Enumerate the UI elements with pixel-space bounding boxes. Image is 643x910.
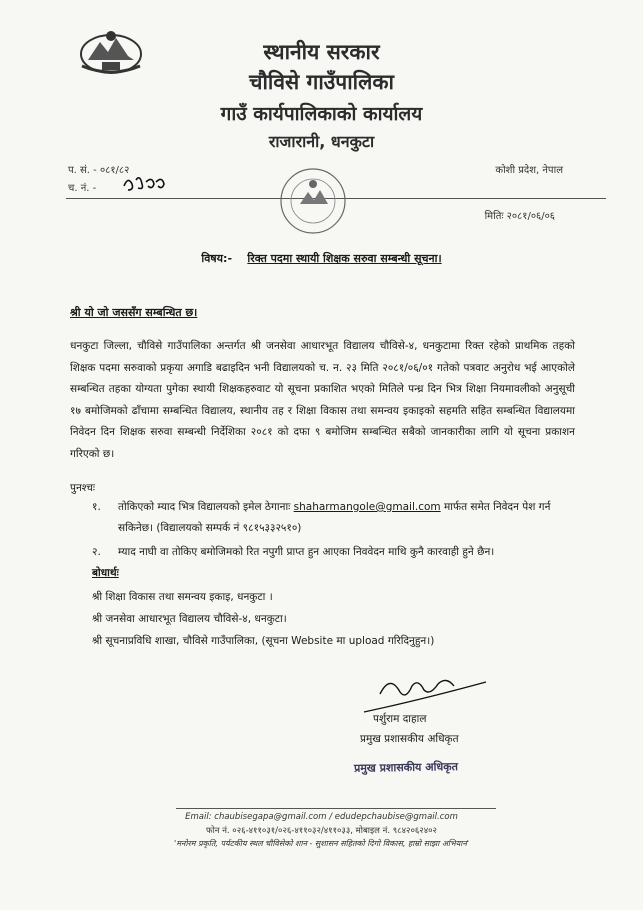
cc-line-1: श्री शिक्षा विकास तथा समन्वय इकाइ, धनकुटा । — [92, 591, 273, 603]
postscript-label: पुनश्चः — [70, 482, 96, 494]
school-email-link[interactable]: shaharmangole@gmail.com — [293, 501, 441, 513]
cc-label: बोधार्थः — [92, 567, 119, 579]
notice-body: धनकुटा जिल्ला, चौविसे गाउँपालिका अन्तर्गत श्री जनसेवा आधारभूत विद्यालय चौविसे-४, धनकुटामा रिक्त रहेको प्राथमिक तहको शिक्षक पदमा सरुवाको प्रकृया अगाडि बढाइदिन भनी विद्यालयको च. न. २३ मिति २०८१/०६/०१ गतेको पत्रवाट अनुरोध भई आएकोले सम्बन्धित तहका योग्यता पुगेका स्थायी शिक्षकहरुवाट यो सूचना प्रकाशित भएको मितिले पन्ध्र दिन भित्र शिक्षा नियमावलीको अनुसूची १७ बमोजिमको ढाँचामा सम्बन्धित विद्यालय, स्थानीय तह र शिक्षा विकास तथा समन्वय इकाइको सहमति सहित सम्बन्धित विद्यालयमा निवेदन दिन शिक्षक सरुवा सम्बन्धी निर्देशिका २०८१ को दफा ९ बमोजिम सम्बन्धित सबैको जानकारीका लागि यो सूचना प्रकाशन गरिएको छ। — [70, 340, 575, 460]
reference-number: प. सं. - ०८१/८२ — [68, 165, 130, 176]
item-2-text: म्याद नाघी वा तोकिए बमोजिमको रित नपुगी प्राप्त हुन आएका निववेदन माथि कुनै कारवाही हुने छैन। — [118, 546, 495, 558]
header-title-3: गाउँ कार्यपालिकाको कार्यालय — [220, 103, 423, 125]
signatory-name: पर्शुराम दाहाल — [373, 713, 427, 725]
footer-divider — [176, 808, 496, 809]
office-stamp-icon — [278, 166, 348, 236]
footer-phone: फोन नं. ०२६-४११०३१/०२६-४११०३२/४११०३३, मोबाइल नं. ९८४२०६२४०२ — [206, 826, 437, 836]
signatory-role: प्रमुख प्रशासकीय अधिकृत — [360, 733, 459, 745]
document-date: मितिः २०८१/०६/०६ — [484, 211, 555, 222]
cc-line-3: श्री सूचनाप्रविधि शाखा, चौविसे गाउँपालिका, (सूचना Website मा upload गरिदिनुहुन।) — [92, 635, 435, 647]
footer-email: Email: chaubisegapa@gmail.com / edudepchaubise@gmail.com — [185, 812, 458, 822]
item-2-number: २. — [92, 546, 101, 558]
cc-line-2: श्री जनसेवा आधारभूत विद्यालय चौविसे-४, धनकुटा। — [92, 613, 287, 625]
province-label: कोशी प्रदेश, नेपाल — [495, 165, 563, 176]
signatory-seal: प्रमुख प्रशासकीय अधिकृत — [353, 760, 459, 775]
footer-motto: 'मनोरम प्रकृति, पर्यटकीय स्थल चौविसेको शान - सुशासन सहितको दिगो विकास, हाम्रो साझा अभियान' — [174, 839, 469, 848]
item-1-text — [118, 497, 578, 539]
header-address: राजारानी, धनकुटा — [268, 132, 375, 151]
signature-icon — [360, 664, 490, 716]
handwritten-dispatch-number — [122, 172, 168, 194]
item-1-pre: तोकिएको म्याद भित्र विद्यालयको इमेल ठेगानाः — [118, 501, 291, 513]
subject-text: रिक्त पदमा स्थायी शिक्षक सरुवा सम्बन्धी सूचना। — [247, 252, 442, 265]
item-1-number: १. — [92, 501, 101, 513]
item-1-post: मार्फत समेत निवेदन पेश गर्न सकिनेछ। (विद्यालयको सम्पर्क नं ९८१५३३२५१०) — [118, 501, 551, 534]
header-title-1: स्थानीय सरकार — [263, 40, 380, 64]
salutation: श्री यो जो जससँग सम्बन्धित छ। — [70, 306, 198, 319]
subject-label: विषय:- — [201, 252, 233, 265]
dispatch-number-label: च. नं. - — [68, 183, 97, 194]
subject-line — [0, 251, 643, 266]
header-title-2: चौविसे गाउँपालिका — [249, 70, 394, 94]
